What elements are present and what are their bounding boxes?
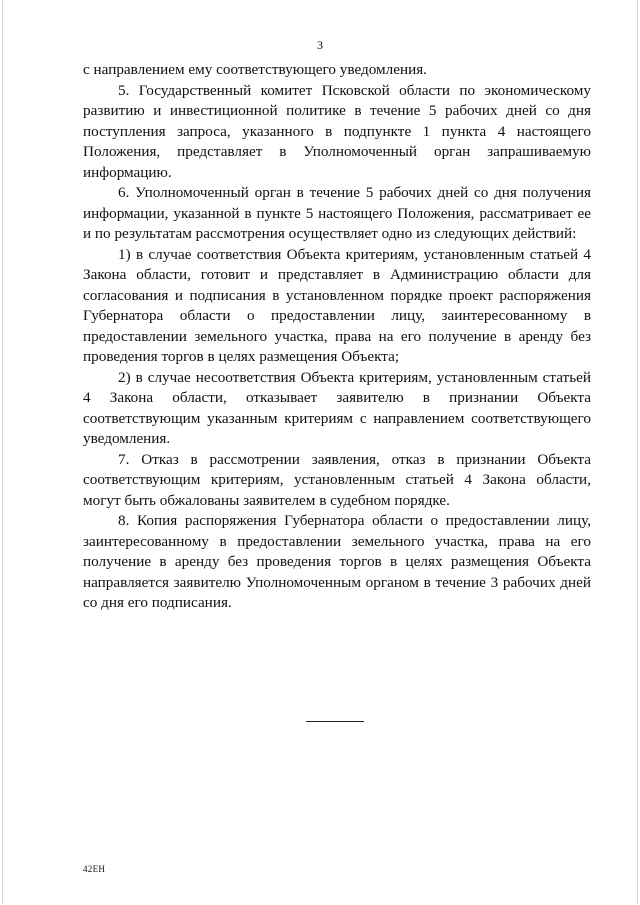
scan-edge-left — [2, 0, 3, 905]
paragraph-item-6: 6. Уполномоченный орган в течение 5 рабочих дней со дня получения информации, указанной в пункте 5 настоящего Положения, рассматривает ее и по результатам рассмотрения осуществляет одно из следующих действий: — [83, 184, 591, 242]
paragraph-item-7: 7. Отказ в рассмотрении заявления, отказ в признании Объекта соответствующим критериям, установленным статьей 4 Закона области, могут быть обжалованы заявителем в судебном порядке. — [83, 450, 591, 509]
paragraph-item-5: 5. Государственный комитет Псковской области по экономическому развитию и инвестиционной политике в течение 5 рабочих дней со дня поступления запроса, указанного в подпункте 1 пункта 4 настоящего Положения, представляет в Уполномоченный орган запрашиваемую информацию. — [83, 81, 591, 181]
scan-edge-right — [637, 0, 638, 905]
paragraph-subitem-2: 2) в случае несоответствия Объекта критериям, установленным статьей 4 Закона области, отказывает заявителю в признании Объекта соответствующим указанным критериям с направлением соответствующего уведомления. — [83, 368, 591, 447]
paragraph-subitem-1: 1) в случае соответствия Объекта критериям, установленным статьей 4 Закона области, готовит и представляет в Администрацию области для согласования и подписания в установленном порядке проект распоряжения Губернатора области о предоставлении лицу, заинтересованному в предоставлении земельного участка, права на его получение в аренду без проведения торгов в целях размещения Объекта; — [83, 245, 591, 365]
page-number: 3 — [317, 38, 323, 52]
document-body — [83, 60, 591, 614]
paragraph-continuation: с направлением ему соответствующего уведомления. — [83, 61, 427, 78]
paragraph-item-8: 8. Копия распоряжения Губернатора области о предоставлении лицу, заинтересованному в предоставлении земельного участка, права на его получение в аренду без проведения торгов в целях размещения Объекта направляется заявителю Уполномоченным органом в течение 3 рабочих дней со дня его подписания. — [83, 512, 591, 611]
footer-document-code: 42ЕН — [83, 864, 106, 874]
end-separator-line — [306, 721, 364, 722]
